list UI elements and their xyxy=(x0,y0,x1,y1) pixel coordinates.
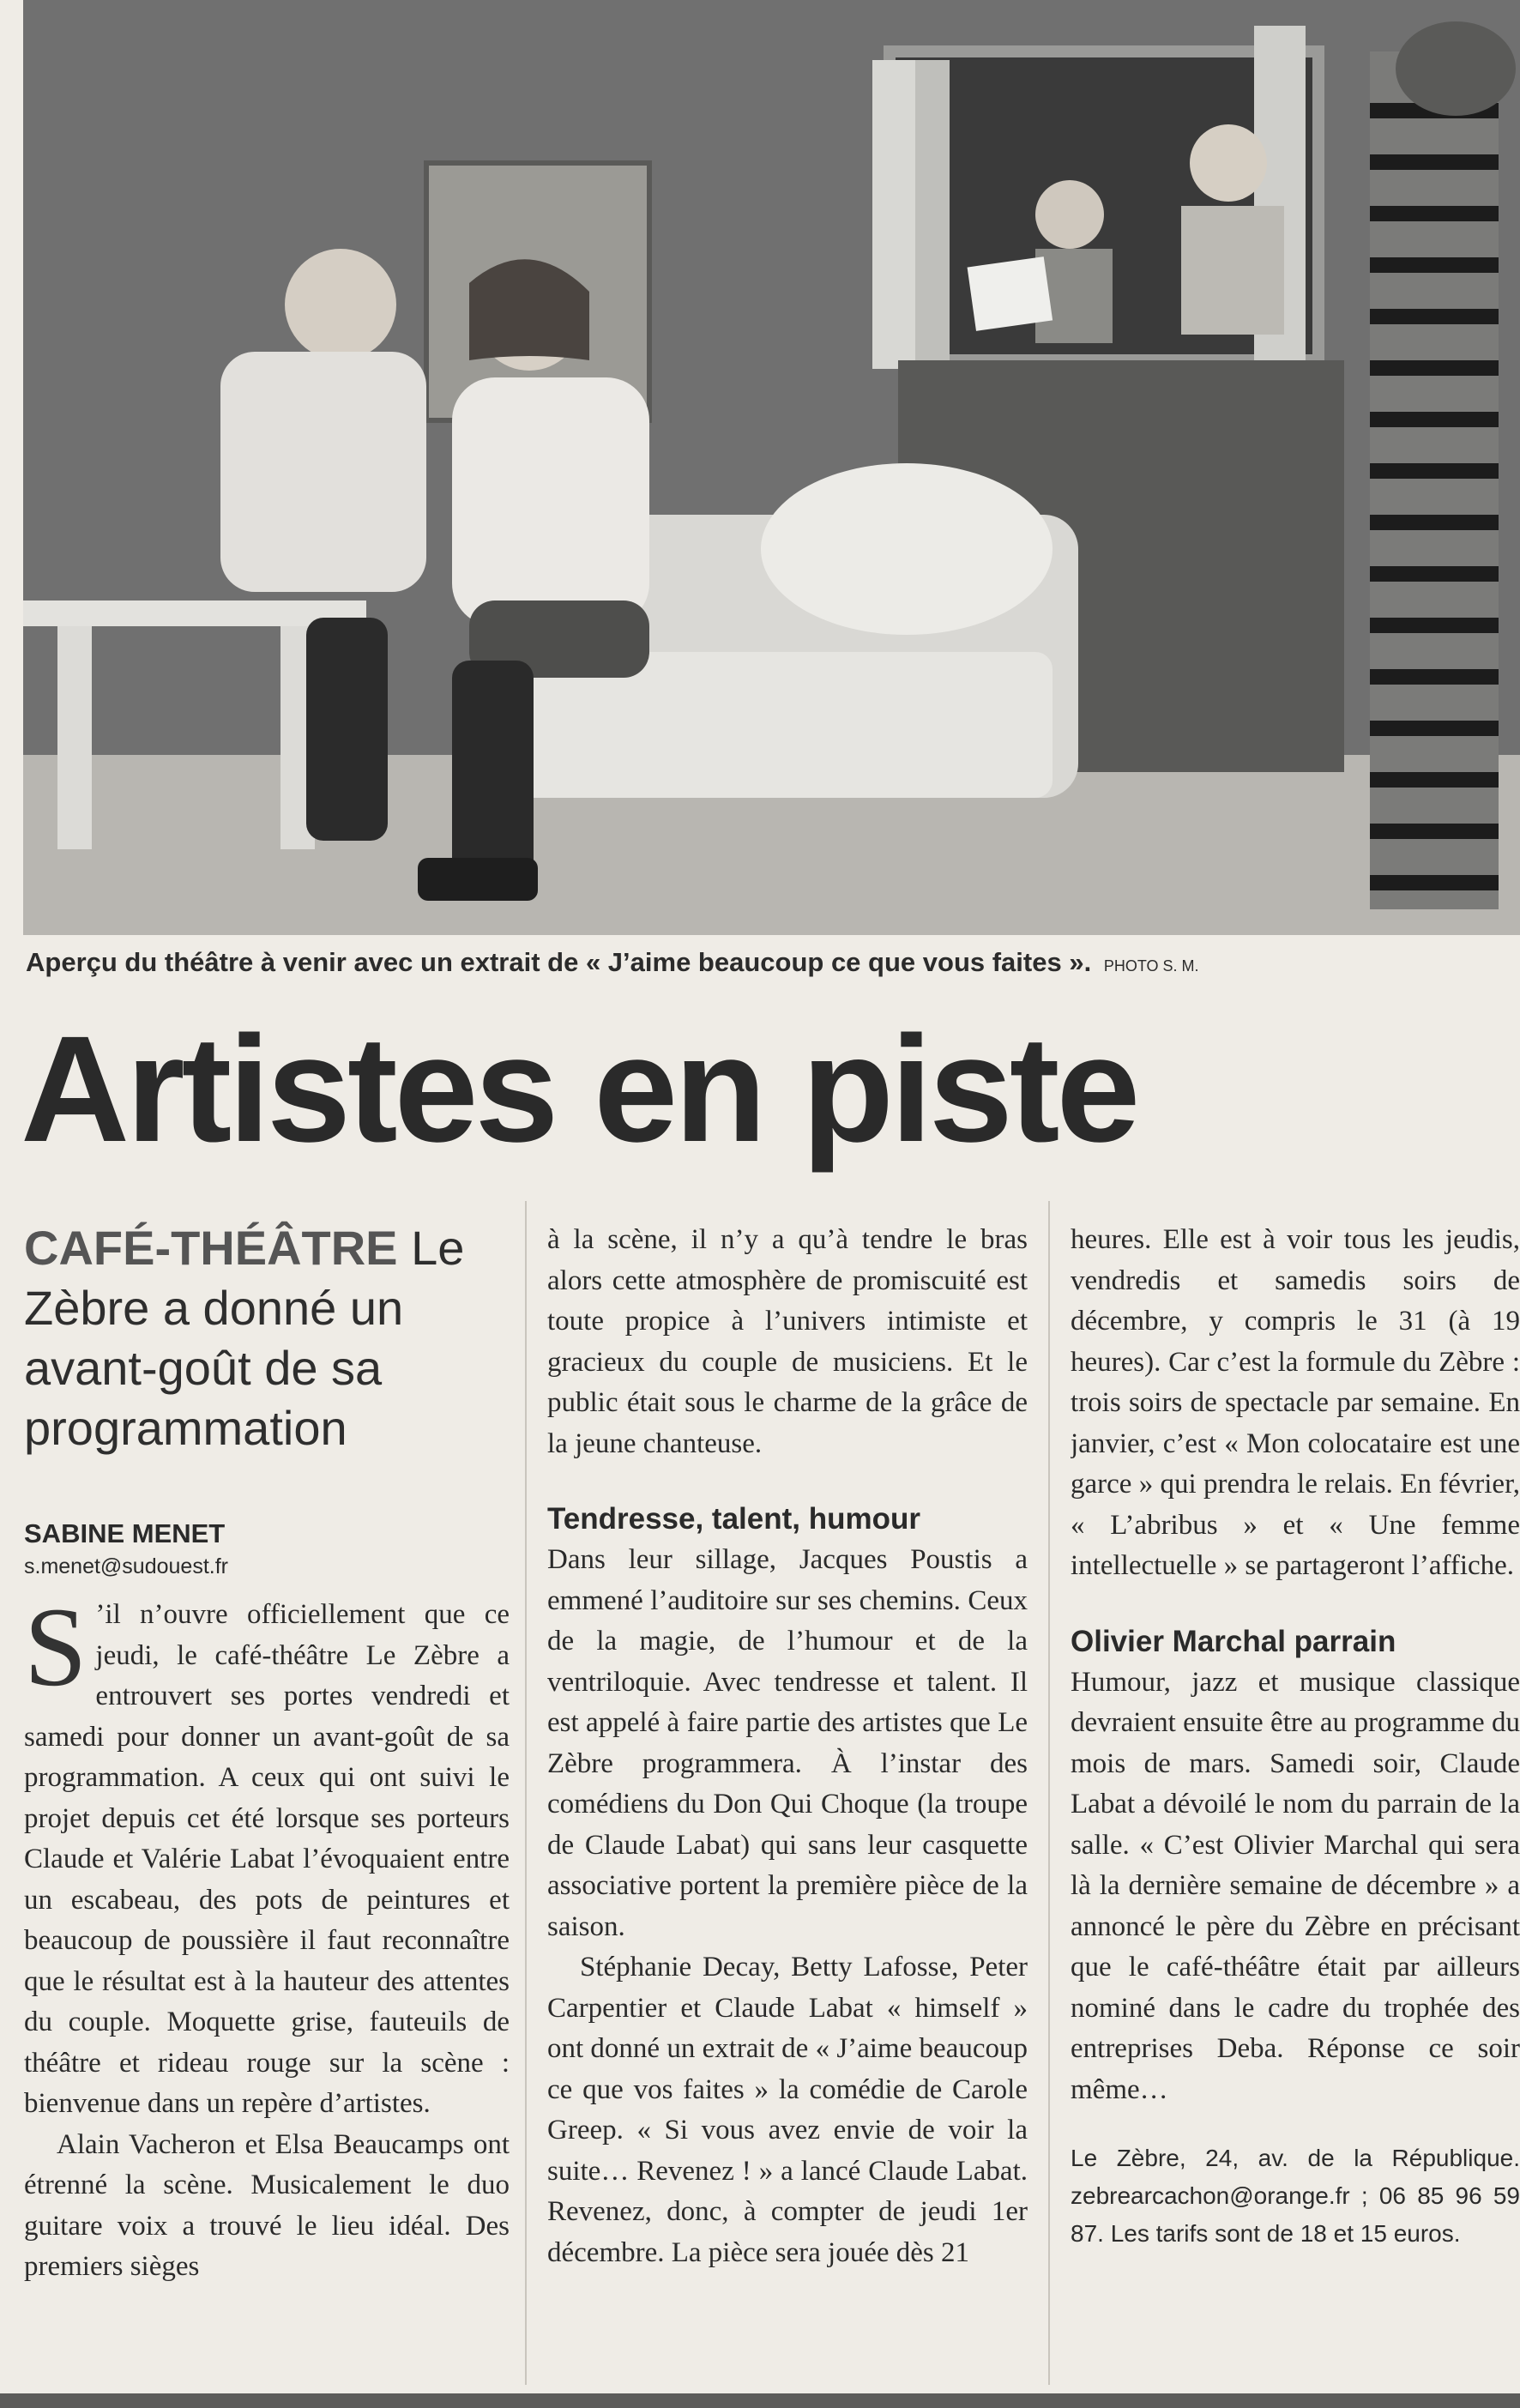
column-middle xyxy=(547,1220,1028,2273)
article-photo xyxy=(23,0,1520,935)
kicker xyxy=(24,1218,510,1458)
drop-cap: S xyxy=(24,1584,87,1710)
photo-caption xyxy=(26,947,1501,981)
page-bottom-rule xyxy=(0,2393,1520,2408)
paragraph-text: ’il n’ouvre officiellement que ce jeudi, le café-théâtre Le Zèbre a entrouvert ses portes vendredi et samedi pour donner un avant-goût de sa programmation. A ceux qui ont suivi le projet depuis cet été lorsque ses porteurs Claude et Valérie Labat l’évoquaient entre un escabeau, des pots de peintures et beaucoup de poussière il faut reconnaître que le résultat est à la hauteur des attentes du couple. Moquette grise, fauteuils de théâtre et rideau rouge sur la scène : bienvenue dans un repère d’artistes. xyxy=(24,1599,510,2119)
column-left xyxy=(24,1218,510,2288)
paragraph: à la scène, il n’y a qu’à tendre le bras alors cette atmosphère de promiscuité est toute propice à l’univers intimiste et gracieux du couple de musiciens. Et le public était sous le charme de la grâce de la jeune chanteuse. xyxy=(547,1224,1028,1459)
author-email[interactable]: s.menet@sudouest.fr xyxy=(24,1554,228,1578)
photo-credit: PHOTO S. M. xyxy=(1103,957,1199,975)
kicker-text: Le Zèbre a donné un avant-goût de sa programmation xyxy=(24,1221,465,1455)
author-name: SABINE MENET xyxy=(24,1518,226,1548)
column-divider xyxy=(525,1201,527,2385)
rubric-tag: CAFÉ-THÉÂTRE xyxy=(24,1221,398,1275)
caption-text: Aperçu du théâtre à venir avec un extrait de « J’aime beaucoup ce que vous faites ». xyxy=(26,947,1092,977)
paragraph: Alain Vacheron et Elsa Beaucamps ont étrenné la scène. Musicalement le duo guitare voix a trouvé le lieu idéal. Des premiers sièges xyxy=(24,2128,510,2282)
paragraph: Stéphanie Decay, Betty Lafosse, Peter Carpentier et Claude Labat « himself » ont donné un extrait de « J’aime beaucoup ce que vos faites » la comédie de Carole Greep. « Si vous avez envie de voir la suite… Revenez ! » a lancé Claude Labat. Revenez, donc, à compter de jeudi 1er décembre. La pièce sera jouée dès 21 xyxy=(547,1952,1028,2268)
theatre-stage-photo xyxy=(23,0,1520,935)
column-right xyxy=(1071,1220,1520,2253)
subheading: Olivier Marchal parrain xyxy=(1071,1624,1396,1658)
headline: Artistes en piste xyxy=(21,1005,1137,1174)
column-divider xyxy=(1048,1201,1050,2385)
venue-info: Le Zèbre, 24, av. de la République. zebrearcachon@orange.fr ; 06 85 96 59 87. Les tarifs sont de 18 et 15 euros. xyxy=(1071,2145,1520,2247)
paragraph xyxy=(24,1584,510,2125)
paragraph: heures. Elle est à voir tous les jeudis, vendredis et samedis soirs de décembre, y compris le 31 (à 19 heures). Car c’est la formule du Zèbre : trois soirs de spectacle par semaine. En janvier, c’est « Mon colocataire est une garce » qui prendra le relais. En février, « L’abribus » et « Une femme intellectuelle » se partageront l’affiche. xyxy=(1071,1224,1520,1581)
paragraph: Humour, jazz et musique classique devraient ensuite être au programme du mois de mars. Samedi soir, Claude Labat a dévoilé le nom du parrain de la salle. « C’est Olivier Marchal qui sera là la dernière semaine de décembre » a annoncé le père du Zèbre en précisant que le café-théâtre était par ailleurs nominé dans le cadre du trophée des entreprises Deba. Réponse ce soir même… xyxy=(1071,1666,1520,2105)
paragraph: Dans leur sillage, Jacques Poustis a emmené l’auditoire sur ses chemins. Ceux de la magie, de l’humour et de la ventriloquie. Avec tendresse et talent. Il est appelé à faire partie des artistes que Le Zèbre programmera. À l’instar des comédiens du Don Qui Choque (la troupe de Claude Labat) qui sans leur casquette associative portent la première pièce de la saison. xyxy=(547,1544,1028,1942)
article-body xyxy=(24,1584,510,2288)
subheading: Tendresse, talent, humour xyxy=(547,1502,920,1536)
